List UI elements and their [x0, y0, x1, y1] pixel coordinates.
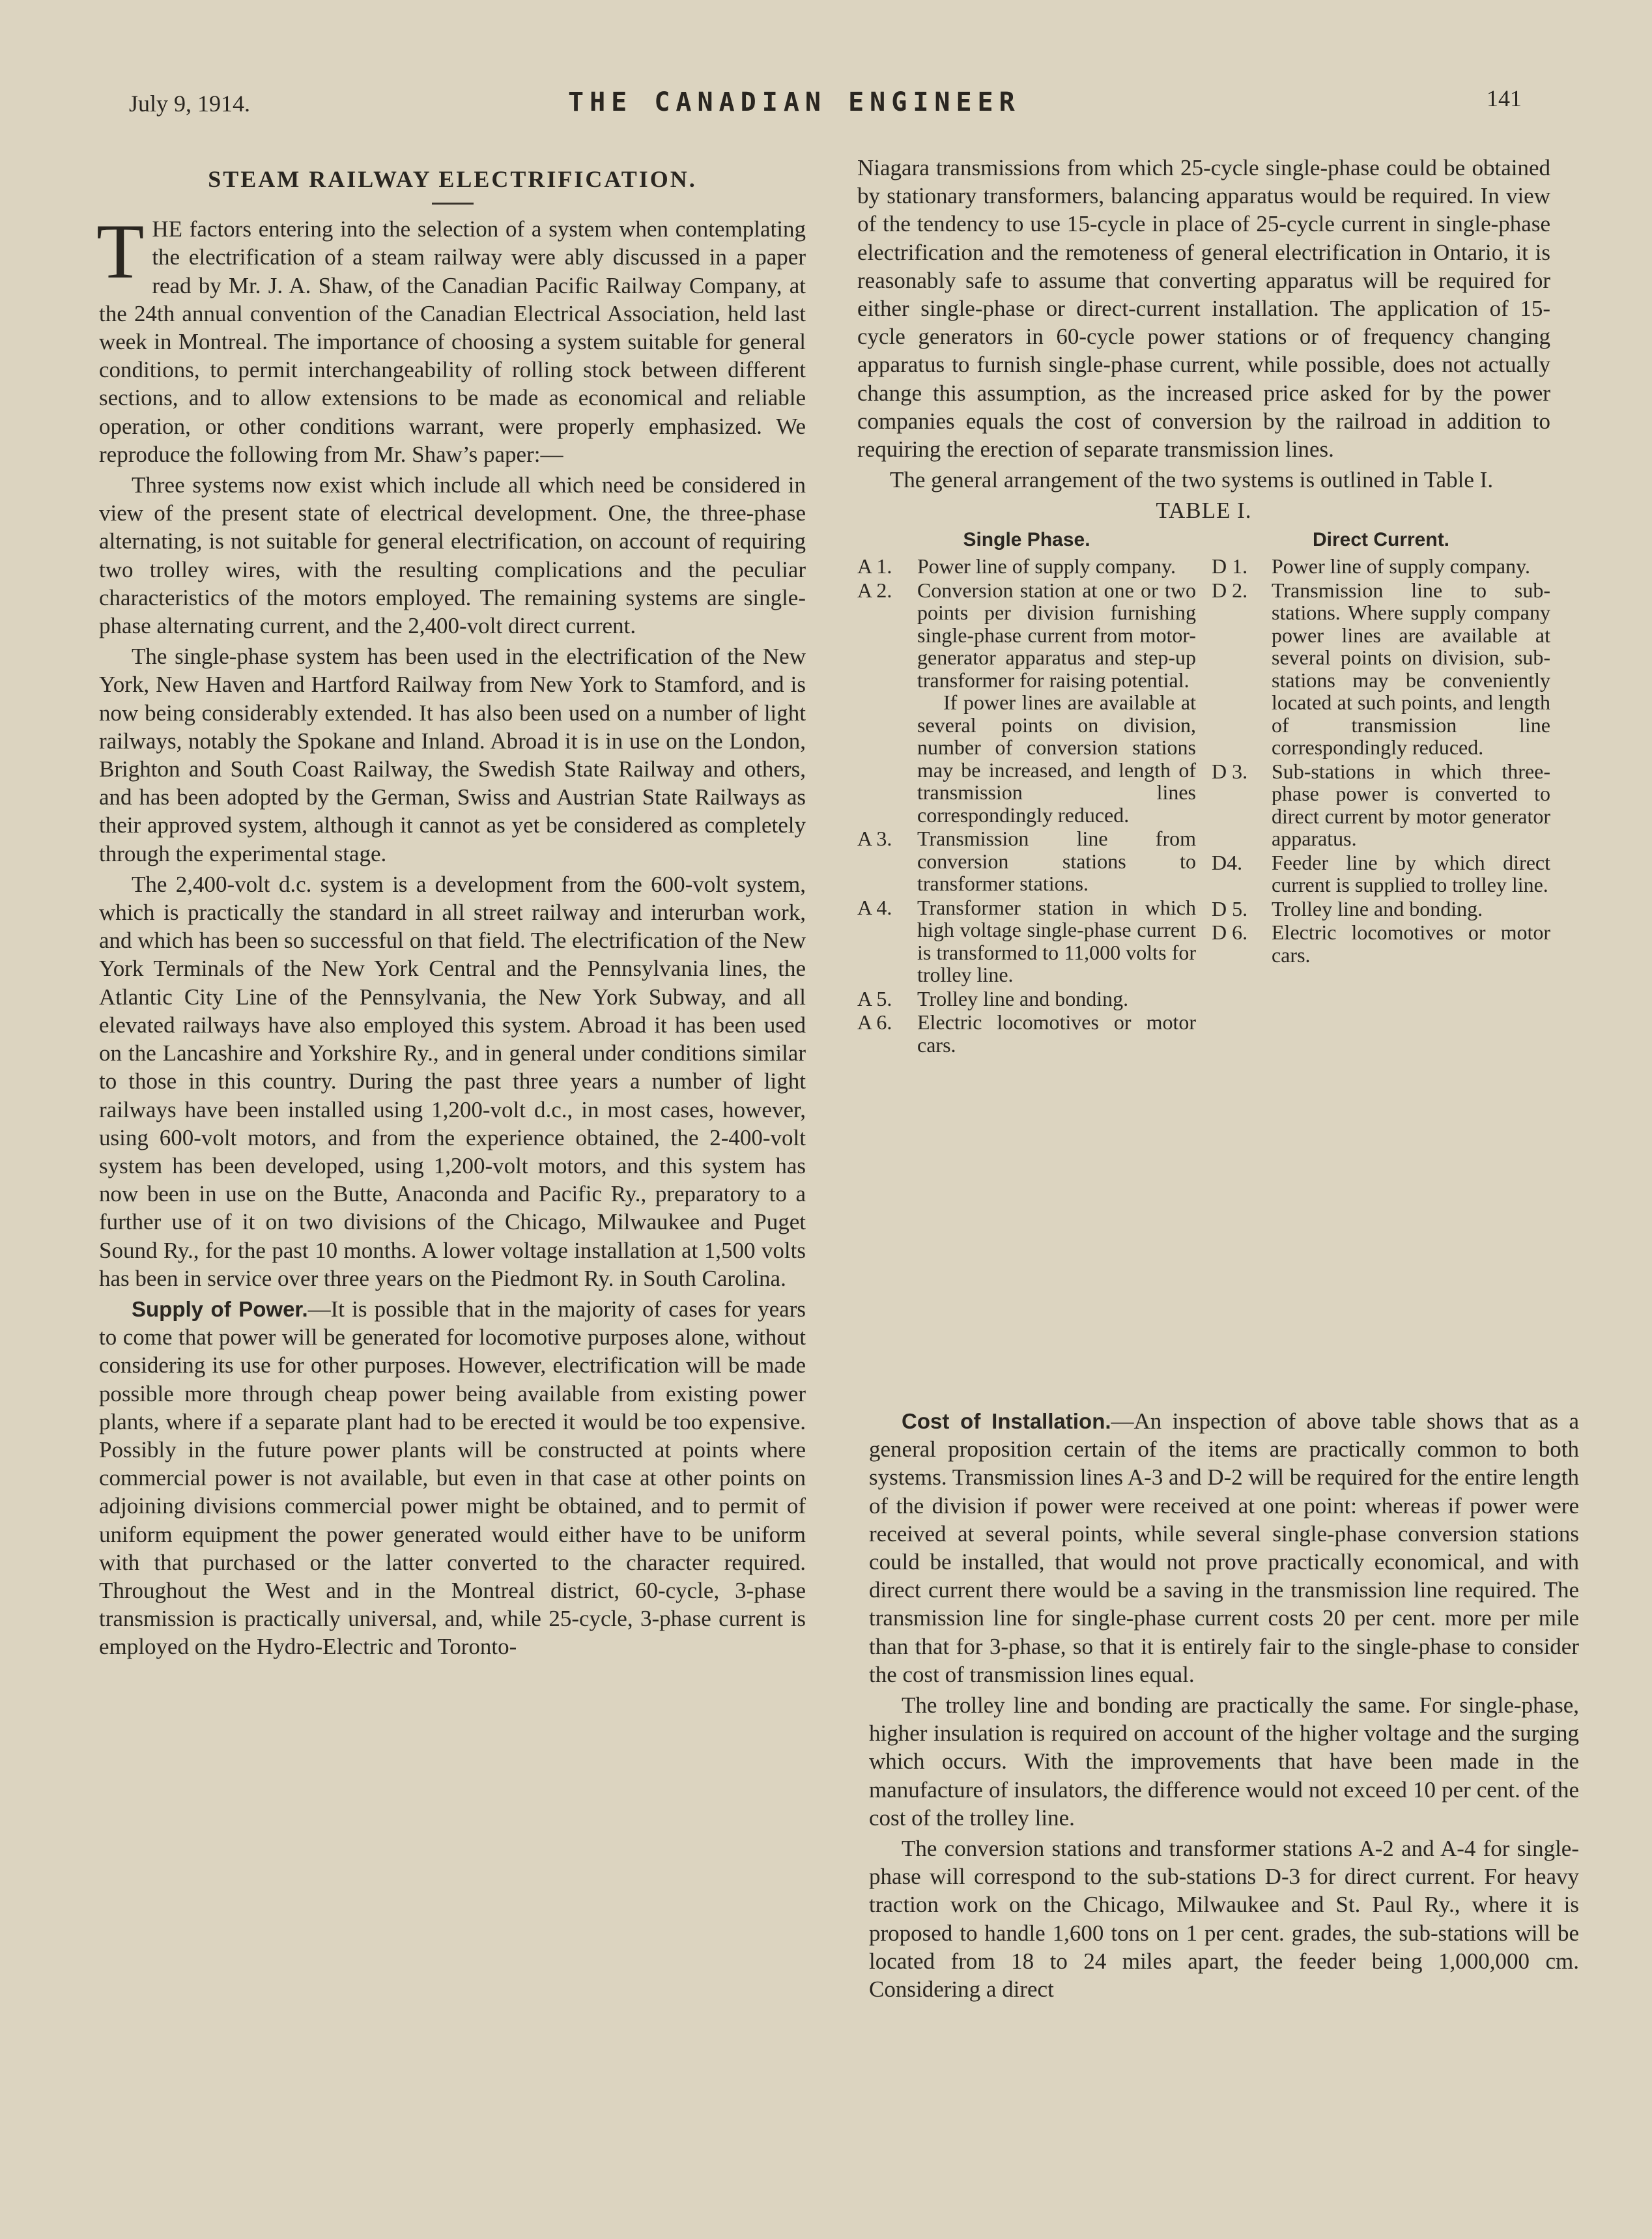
item-text: Sub-stations in which three-phase power is converted to direct current by motor generator apparatus. [1272, 759, 1550, 851]
journal-title: THE CANADIAN ENGINEER [568, 87, 1021, 117]
item-text: Electric locomotives or motor cars. [1272, 920, 1550, 967]
item-label: A 1. [857, 554, 892, 578]
table-item [1212, 921, 1550, 966]
item-text: Feeder line by which direct current is supplied to trolley line. [1272, 850, 1550, 897]
table-item [1212, 760, 1550, 850]
issue-date: July 9, 1914. [129, 91, 251, 117]
table-title: TABLE I. [1156, 498, 1252, 524]
item-sub-text: If power lines are available at several points on division, number of conversion stations may be increased, and length of transmission lines correspondingly reduced. [917, 691, 1196, 827]
paragraph-single-phase: The single-phase system has been used in the electrification of the New York, New Haven and Hartford Railway from New York to Stamford, and is now being considerably extended. It has also been used on a number of light railways, notably the Spokane and Inland. Abroad it is in use on the London, Brighton and South Coast Railway, the Swedish State Railway and others, and has been adopted by the German, Swiss and Austrian State Railways as their approved system, although it cannot as yet be considered as completely through the experimental stage. [99, 644, 806, 866]
section-heading-supply: Supply of Power. [132, 1296, 308, 1321]
item-label: A 4. [857, 895, 892, 919]
item-text: Trolley line and bonding. [917, 986, 1129, 1010]
page-header [0, 83, 1652, 122]
supply-text: —It is possible that in the majority of cases for years to come that power will be generated for locomotive purposes alone, without considering its use for other purposes. However, electrification will be made possible more through cheap power being available from existing power plants, where if a separate plant had to be erected it would be too expensive. Possibly in the future power plants will be constructed at points where commercial power is not available, but even in that case at other points on adjoining divisions commercial power might be obtained, and to permit of uniform equipment the power generated would either have to be uniform with that purchased or the latter converted to the character required. Throughout the West and in the Montreal district, 60-cycle, 3-phase transmission is practically universal, and, while 25-cycle, 3-phase current is employed on the Hydro-Electric and Toronto- [99, 1296, 806, 1660]
item-label: A 2. [857, 578, 892, 602]
item-label: A 3. [857, 827, 892, 851]
item-label: D 6. [1212, 920, 1248, 945]
table-item [1212, 898, 1550, 920]
item-text [917, 579, 1196, 827]
right-column-lower [869, 1407, 1579, 2006]
item-label: D 2. [1212, 578, 1248, 602]
section-heading-cost: Cost of Installation. [902, 1409, 1111, 1433]
single-phase-column [857, 529, 1196, 1058]
paragraph-intro-text: HE factors entering into the selection of a system when contemplating the electrification of a steam railway were ably discussed in a paper read by Mr. J. A. Shaw, of the Canadian Pacific Railway Company, at the 24th annual convention of the Canadian Electrical Association, held last week in Montreal. The importance of choosing a system suitable for general conditions, to permit interchangeability of rolling stock between different sections, and to allow extensions to be made as economical and reliable operation, or other conditions warrant, were properly emphasized. We reproduce the following from Mr. Shaw’s paper:— [99, 216, 806, 467]
item-label: D4. [1212, 850, 1243, 874]
drop-cap: T [96, 208, 145, 295]
table-item [857, 896, 1196, 986]
paragraph-supply-of-power [99, 1295, 806, 1661]
table-item [1212, 851, 1550, 896]
direct-current-column [1212, 529, 1550, 1058]
table-item [1212, 579, 1550, 759]
table-item [857, 579, 1196, 827]
article-title: STEAM RAILWAY ELECTRIFICATION. [208, 166, 697, 192]
paragraph-table-intro: The general arrangement of the two systems is outlined in Table I. [890, 467, 1494, 493]
item-label: A 6. [857, 1010, 892, 1034]
table-item [857, 988, 1196, 1010]
page-number: 141 [1487, 85, 1522, 111]
item-label: D 5. [1212, 896, 1248, 920]
item-text: Power line of supply company. [1272, 554, 1530, 578]
table-item [857, 827, 1196, 895]
item-text: Transmission line from conversion stations to transformer stations. [917, 827, 1196, 896]
cost-text: —An inspection of above table shows that as a general proposition certain of the items are practically common to both systems. Transmission lines A-3 and D-2 will be required for the entire length of the division if power were received at one point: whereas if power were received at several points, while several single-phase conversion stations could be installed, that would not prove practically economical, and with direct current there would be a saving in the transmission line required. The transmission line for single-phase current costs 20 per cent. more per mile than that for 3-phase, so that it is entirely fair to the single-phase to consider the cost of transmission lines equal. [869, 1408, 1580, 1687]
item-main-text: Conversion station at one or two points per division furnishing single-phase current from motor-generator apparatus and step-up transformer for raising potential. [917, 578, 1196, 692]
paragraph-intro [96, 208, 806, 468]
item-text: Power line of supply company. [917, 554, 1176, 578]
right-column [857, 154, 1550, 1057]
item-label: A 5. [857, 986, 892, 1010]
table-item [857, 1011, 1196, 1056]
item-label: D 3. [1212, 759, 1248, 783]
item-text: Transmission line to sub-stations. Where supply company power lines are available at several points on division, sub-stations may be conveniently located at such points, and length of transmission line correspondingly reduced. [1272, 578, 1550, 760]
item-text: Trolley line and bonding. [1272, 896, 1483, 920]
single-phase-heading: Single Phase. [963, 528, 1090, 550]
left-column [96, 163, 806, 1664]
paragraph-niagara: Niagara transmissions from which 25-cycle single-phase could be obtained by stationary transformers, balancing apparatus would be required. In view of the tendency to use 15-cycle in place of 25-cycle current in single-phase electrification and the remoteness of general electrification in Ontario, it is reasonably safe to assume that converting apparatus will be required for either single-phase or direct-current installation. The application of 15-cycle generators in 60-cycle power stations or of frequency changing apparatus to furnish single-phase current, while possible, does not actually change this assumption, as the increased price asked for by the power companies equals the cost of conversion by the railroad in addition to requiring the erection of separate transmission lines. [857, 155, 1550, 463]
paragraph-trolley-line: The trolley line and bonding are practically the same. For single-phase, higher insulation is required on account of the higher voltage and the surging which occurs. With the improvements that have been made in the manufacture of insulators, the difference would not exceed 10 per cent. of the cost of the trolley line. [869, 1692, 1579, 1831]
item-text: Transformer station in which high voltage single-phase current is transformed to 11,000 volts for trolley line. [917, 895, 1196, 987]
title-divider [432, 203, 474, 205]
direct-current-heading: Direct Current. [1312, 528, 1450, 550]
table-item [857, 555, 1196, 578]
paragraph-dc-system: The 2,400-volt d.c. system is a development from the 600-volt system, which is practically the standard in all street railway and interurban work, and which has been so successful on that field. The electrification of the New York Terminals of the New York Central and the Pennsylvania lines, the Atlantic City Line of the Pennsylvania, the New York Subway, and all elevated railways have also employed this system. Abroad it has been used on the Lancashire and Yorkshire Ry., and in general under conditions similar to those in this country. During the past three years a number of light railways have been installed using 1,200-volt d.c., in most cases, however, using 600-volt motors, and from the experience obtained, the 2-400-volt system has been developed, using 1,200-volt motors, and this system has now been in use on the Butte, Anaconda and Pacific Ry., preparatory to a further use of it on two divisions of the Chicago, Milwaukee and Puget Sound Ry., for the past 10 months. A lower voltage installation at 1,500 volts has been in service over three years on the Piedmont Ry. in South Carolina. [99, 871, 806, 1291]
paragraph-conversion-stations: The conversion stations and transformer stations A-2 and A-4 for single-phase will correspond to the sub-stations D-3 for direct current. For heavy traction work on the Chicago, Milwaukee and St. Paul Ry., where it is proposed to handle 1,600 tons on 1 per cent. grades, the sub-stations will be located from 18 to 24 miles apart, the feeder being 1,000,000 cm. Considering a direct [869, 1836, 1579, 2003]
table-item [1212, 555, 1550, 578]
item-label: D 1. [1212, 554, 1248, 578]
paragraph-three-systems: Three systems now exist which include all which need be considered in view of the present state of electrical development. One, the three-phase alternating, is not suitable for general electrification, on account of requiring two trolley wires, with the resulting complications and the peculiar characteristics of the motors employed. The remaining systems are single-phase alternating current, and the 2,400-volt direct current. [99, 472, 806, 639]
paragraph-cost-of-installation [869, 1407, 1579, 1689]
item-text: Electric locomotives or motor cars. [917, 1010, 1196, 1057]
systems-table [857, 529, 1550, 1058]
